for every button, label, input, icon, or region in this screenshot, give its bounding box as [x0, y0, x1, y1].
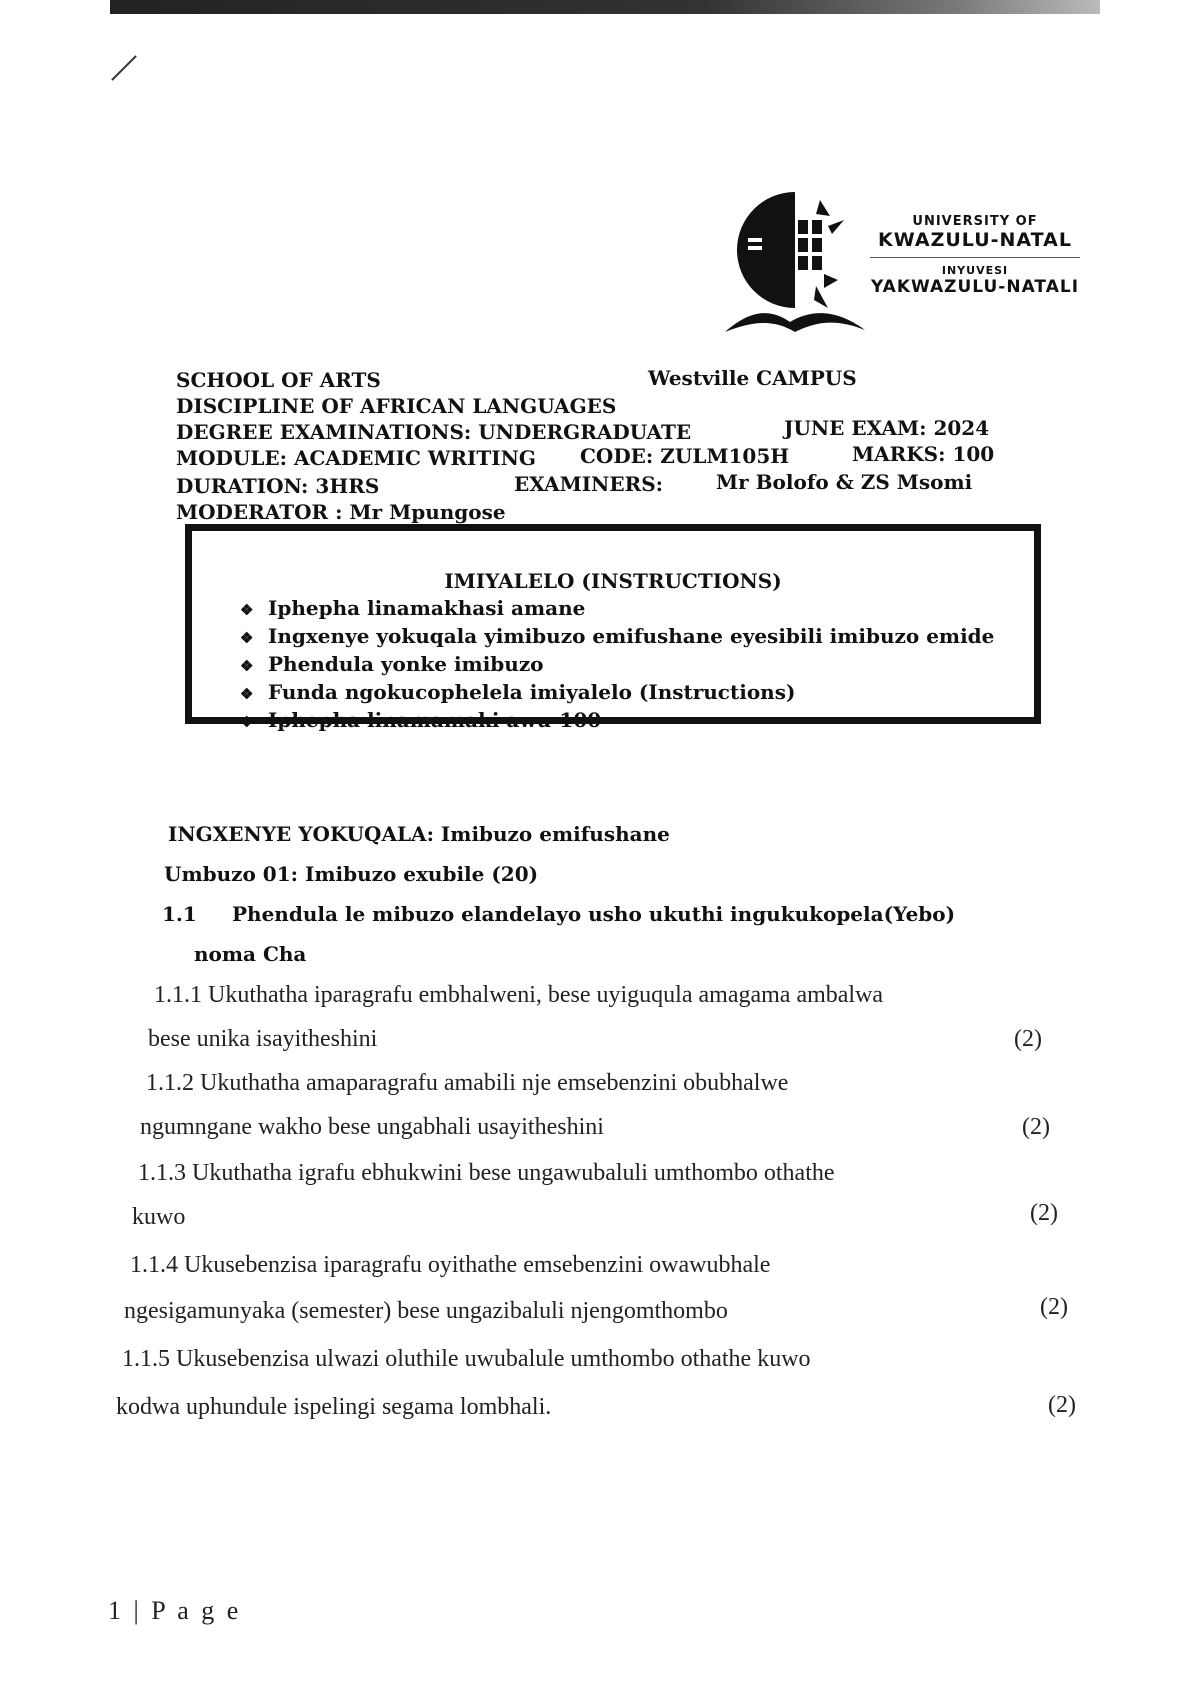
diamond-bullet-icon: ❖: [240, 685, 254, 703]
diamond-bullet-icon: ❖: [240, 713, 254, 731]
diamond-bullet-icon: ❖: [240, 601, 254, 619]
question-prompt: Phendula le mibuzo elandelayo usho ukuthi ingukukopela(Yebo): [232, 902, 956, 926]
exam-session: JUNE EXAM: 2024: [784, 416, 990, 440]
item-1-1-5-mark: (2): [1048, 1392, 1076, 1418]
total-marks: MARKS: 100: [852, 442, 995, 466]
list-item: ❖ Ingxenye yokuqala yimibuzo emifushane eyesibili imibuzo emide: [240, 623, 994, 651]
item-1-1-3-mark: (2): [1030, 1200, 1058, 1226]
university-of: UNIVERSITY OF: [912, 214, 1038, 229]
question-number: 1.1: [162, 902, 197, 926]
item-1-1-5-line2: kodwa uphundule ispelingi segama lombhali.: [116, 1394, 552, 1420]
list-item: ❖ Funda ngokucophelela imiyalelo (Instructions): [240, 679, 994, 707]
item-1-1-1-line1: 1.1.1 Ukuthatha iparagrafu embhalweni, bese uyiguqula amagama ambalwa: [154, 982, 884, 1008]
question-prompt-continued: noma Cha: [194, 942, 307, 966]
item-1-1-3-line2: kuwo: [132, 1204, 186, 1230]
diamond-bullet-icon: ❖: [240, 629, 254, 647]
moderator: MODERATOR : Mr Mpungose: [176, 500, 506, 524]
pen-mark: [110, 52, 140, 82]
examiners: Mr Bolofo & ZS Msomi: [716, 470, 973, 494]
duration: DURATION: 3HRS: [176, 474, 380, 498]
item-1-1-4-line1: 1.1.4 Ukusebenzisa iparagrafu oyithathe emsebenzini owawubhale: [130, 1252, 771, 1278]
item-1-1-2-mark: (2): [1022, 1114, 1050, 1140]
discipline: DISCIPLINE OF AFRICAN LANGUAGES: [176, 394, 617, 418]
module: MODULE: ACADEMIC WRITING: [176, 446, 536, 470]
degree-examinations: DEGREE EXAMINATIONS: UNDERGRADUATE: [176, 420, 692, 444]
instructions-list: [240, 595, 994, 735]
inyuvesi-label: INYUVESI: [941, 264, 1009, 277]
item-1-1-2-line2: ngumngane wakho bese ungabhali usayitheshini: [140, 1114, 604, 1140]
list-item: ❖ Iphepha linamakhasi amane: [240, 595, 994, 623]
item-1-1-2-line1: 1.1.2 Ukuthatha amaparagrafu amabili nje emsebenzini obubhalwe: [146, 1070, 789, 1096]
item-1-1-4-line2: ngesigamunyaka (semester) bese ungazibaluli njengomthombo: [124, 1298, 728, 1324]
instructions-box: [185, 524, 1041, 732]
university-name: [870, 214, 1080, 297]
item-1-1-4-mark: (2): [1040, 1294, 1068, 1320]
university-name-english: KWAZULU-NATAL: [878, 229, 1072, 251]
list-item: ❖ Phendula yonke imibuzo: [240, 651, 994, 679]
module-code: CODE: ZULM105H: [580, 444, 790, 468]
instructions-title: IMIYALELO (INSTRUCTIONS): [444, 569, 782, 593]
item-1-1-1-line2: bese unika isayitheshini: [148, 1026, 378, 1052]
campus: Westville CAMPUS: [648, 366, 857, 390]
diamond-bullet-icon: ❖: [240, 657, 254, 675]
section-title: INGXENYE YOKUQALA: Imibuzo emifushane: [168, 822, 670, 846]
item-1-1-1-mark: (2): [1014, 1026, 1042, 1052]
list-item: ❖ Iphepha linamamaki awu-100: [240, 707, 994, 735]
item-1-1-5-line1: 1.1.5 Ukusebenzisa ulwazi oluthile uwubalule umthombo othathe kuwo: [122, 1346, 811, 1372]
university-name-zulu: YAKWAZULU-NATALI: [870, 277, 1080, 297]
scan-edge-bar: [110, 0, 1100, 14]
ukzn-logo: [720, 190, 870, 340]
examiners-label: EXAMINERS:: [514, 472, 664, 496]
question-title: Umbuzo 01: Imibuzo exubile (20): [164, 862, 539, 886]
logo-divider: [870, 257, 1080, 258]
page-number: 1 | P a g e: [108, 1596, 242, 1625]
item-1-1-3-line1: 1.1.3 Ukuthatha igrafu ebhukwini bese ungawubaluli umthombo othathe: [138, 1160, 835, 1186]
school-name: SCHOOL OF ARTS: [176, 368, 381, 392]
